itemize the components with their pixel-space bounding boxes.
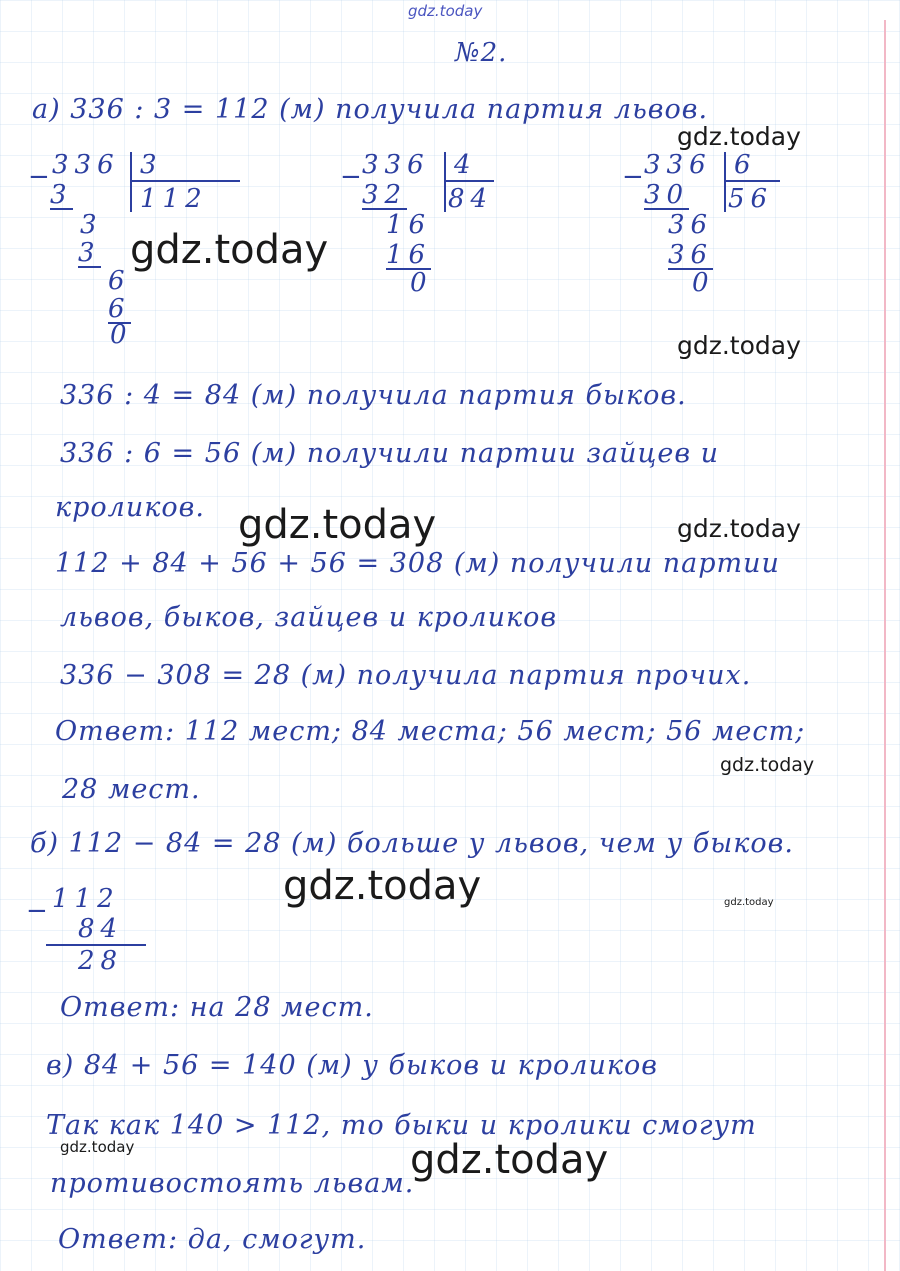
watermark-medium-3: gdz.today bbox=[677, 514, 801, 543]
div1-step-2: 3 bbox=[80, 210, 103, 240]
watermark-large-3: gdz.today bbox=[283, 863, 482, 909]
div2-quotient: 84 bbox=[448, 184, 494, 214]
div2-dividend: 336 bbox=[362, 150, 430, 180]
part-a-line-4: кроликов. bbox=[55, 492, 205, 523]
part-b-answer: Ответ: на 28 мест. bbox=[60, 992, 374, 1023]
sub-bottom: 84 bbox=[78, 914, 124, 944]
div3-step-2: 36 bbox=[668, 210, 714, 240]
div1-minus: − bbox=[28, 162, 56, 192]
part-a-line-3: 336 : 6 = 56 (м) получили партии зайцев и bbox=[60, 438, 720, 469]
sub-top: 112 bbox=[52, 884, 120, 914]
watermark-medium-2: gdz.today bbox=[677, 331, 801, 360]
div3-step-4: 0 bbox=[692, 268, 715, 298]
div3-divisor: 6 bbox=[734, 150, 757, 180]
watermark-large-2: gdz.today bbox=[238, 502, 437, 548]
watermark-large-4: gdz.today bbox=[410, 1137, 609, 1183]
div1-step-5: 6 bbox=[108, 294, 131, 324]
div3-minus: − bbox=[622, 162, 650, 192]
part-v-line-2: Так как 140 > 112, то быки и кролики смогут bbox=[46, 1110, 757, 1141]
watermark-large-1: gdz.today bbox=[130, 227, 329, 273]
part-b-line-1: б) 112 − 84 = 28 (м) больше у львов, чем у быков. bbox=[30, 828, 794, 859]
div1-step-1: 3 bbox=[50, 180, 73, 210]
part-a-line-1: а) 336 : 3 = 112 (м) получила партия львов. bbox=[32, 94, 709, 125]
part-v-answer: Ответ: да, смогут. bbox=[58, 1224, 367, 1255]
div3-dividend: 336 bbox=[644, 150, 712, 180]
div1-step-3: 3 bbox=[78, 238, 101, 268]
div1-step-4: 6 bbox=[108, 266, 131, 296]
div3-step-3: 36 bbox=[668, 240, 714, 270]
div1-divisor: 3 bbox=[140, 150, 163, 180]
part-a-line-6: львов, быков, зайцев и кроликов bbox=[60, 602, 558, 633]
div2-divisor: 4 bbox=[454, 150, 477, 180]
div1-quotient: 112 bbox=[140, 184, 208, 214]
div2-minus: − bbox=[340, 162, 368, 192]
div1-step-6: 0 bbox=[110, 320, 133, 350]
part-v-line-3: противостоять львам. bbox=[50, 1168, 415, 1199]
div3-quotient: 56 bbox=[728, 184, 774, 214]
watermark-top: gdz.today bbox=[408, 2, 483, 20]
div3-step-1: 30 bbox=[644, 180, 690, 210]
part-a-answer-line-2: 28 мест. bbox=[62, 774, 201, 805]
sub-minus: − bbox=[26, 896, 54, 926]
watermark-medium-1: gdz.today bbox=[677, 122, 801, 151]
watermark-small-2: gdz.today bbox=[60, 1138, 135, 1156]
part-a-line-2: 336 : 4 = 84 (м) получила партия быков. bbox=[60, 380, 687, 411]
part-a-answer-line-1: Ответ: 112 мест; 84 места; 56 мест; 56 мест; bbox=[55, 716, 806, 747]
div2-step-3: 16 bbox=[386, 240, 432, 270]
part-a-line-7: 336 − 308 = 28 (м) получила партия прочих. bbox=[60, 660, 752, 691]
div2-step-2: 16 bbox=[386, 210, 432, 240]
part-v-line-1: в) 84 + 56 = 140 (м) у быков и кроликов bbox=[46, 1050, 658, 1081]
part-a-line-5: 112 + 84 + 56 + 56 = 308 (м) получили партии bbox=[55, 548, 780, 579]
div2-step-1: 32 bbox=[362, 180, 408, 210]
watermark-small-1: gdz.today bbox=[720, 754, 815, 776]
watermark-tiny: gdz.today bbox=[724, 897, 774, 908]
notebook-margin-line bbox=[884, 20, 886, 1271]
problem-number: №2. bbox=[455, 38, 508, 68]
sub-result: 28 bbox=[78, 946, 124, 976]
div1-dividend: 336 bbox=[52, 150, 120, 180]
div2-step-4: 0 bbox=[410, 268, 433, 298]
